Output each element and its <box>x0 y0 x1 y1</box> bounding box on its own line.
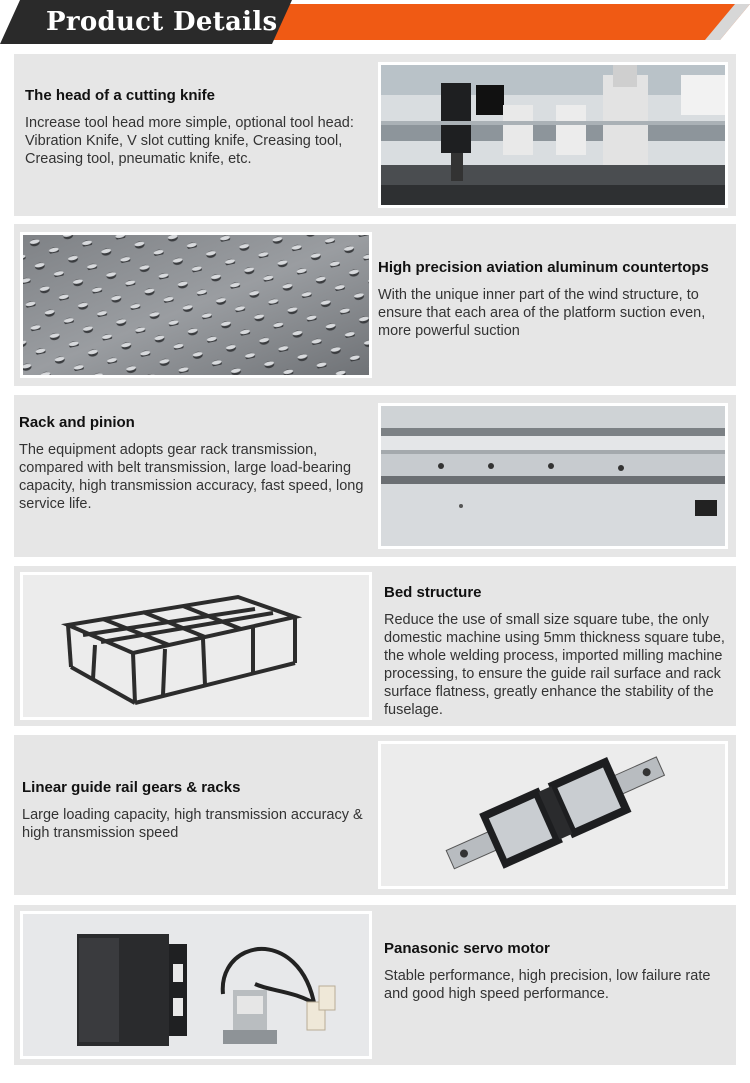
header-banner <box>0 0 750 44</box>
section-title: Linear guide rail gears & racks <box>22 779 241 796</box>
section-bed-structure <box>14 566 736 726</box>
page-title: Product Details <box>46 7 278 37</box>
section-linear-guide <box>14 735 736 895</box>
section-countertop <box>14 224 736 386</box>
section-title: Panasonic servo motor <box>384 940 550 957</box>
section-title: High precision aviation aluminum countertops <box>378 259 709 276</box>
section-text <box>384 584 730 719</box>
section-body: With the unique inner part of the wind structure, to ensure that each area of the platform suction even, more powerful suction <box>378 287 706 339</box>
section-rack-pinion <box>14 395 736 557</box>
section-text <box>19 414 377 513</box>
servo-motor-photo <box>20 911 372 1059</box>
section-text <box>384 940 730 1003</box>
section-body: Reduce the use of small size square tube, the only domestic machine using 5mm thickness square tube, the whole welding process, imported milling machine processing, to ensure the guide rail surface and rack surface flatness, greatly enhance the stability of the fuselage. <box>384 612 725 718</box>
section-title: The head of a cutting knife <box>25 87 216 104</box>
section-body: Stable performance, high precision, low failure rate and good high speed performance. <box>384 968 711 1002</box>
section-text <box>22 779 372 842</box>
section-body: Large loading capacity, high transmission accuracy & high transmission speed <box>22 807 363 841</box>
banner-orange-bar <box>250 4 750 40</box>
section-servo-motor <box>14 905 736 1065</box>
cutting-head-photo <box>378 62 728 208</box>
bed-frame-photo <box>20 572 372 720</box>
section-body: Increase tool head more simple, optional tool head: Vibration Knife, V slot cutting knife, Creasing tool, Creasing tool, pneumatic knife, etc. <box>25 115 354 167</box>
section-title: Bed structure <box>384 584 482 601</box>
linear-guide-photo <box>378 741 728 889</box>
section-text <box>378 259 738 340</box>
rack-pinion-photo <box>378 403 728 549</box>
section-body: The equipment adopts gear rack transmission, compared with belt transmission, large load-bearing capacity, high transmission accuracy, fast speed, long service life. <box>19 442 364 512</box>
countertop-photo <box>20 232 372 378</box>
section-cutting-head <box>14 54 736 216</box>
section-title: Rack and pinion <box>19 414 135 431</box>
section-text <box>25 87 365 168</box>
